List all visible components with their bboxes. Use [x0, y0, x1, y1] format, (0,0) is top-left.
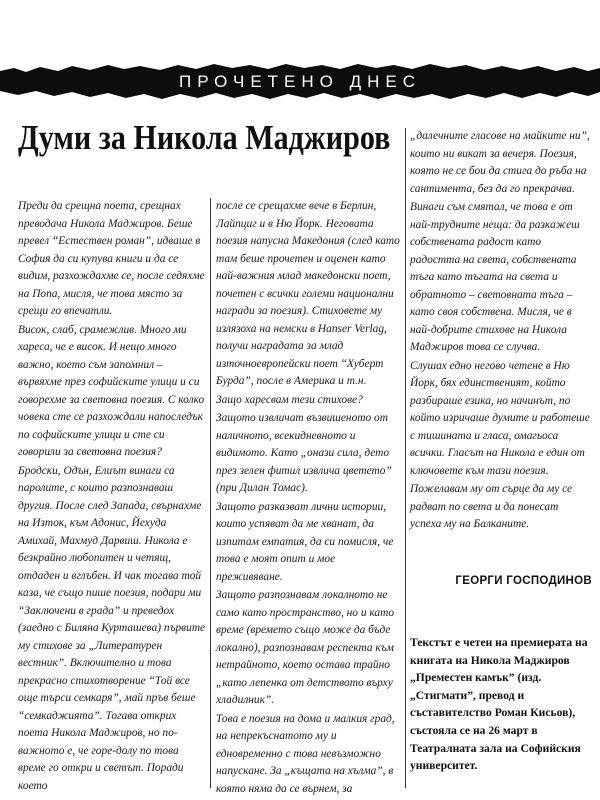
paragraph: „далечните гласове на майките ни”, които ни викат за вечеря. Поезия, която не се бои да стига до ръба на сантимента, без да го прекрачва. — [410, 130, 590, 195]
article-headline: Думи за Никола Маджиров — [18, 118, 391, 157]
section-banner — [0, 62, 600, 102]
article-column-1 — [18, 198, 208, 796]
paragraph: Висок, слаб, срамежлив. Много ми хареса, че е висок. И нещо много важно, което съм запомнил – вървяхме през софийските улици и си говорехме за световна поезия. С колко човека сте се разхождали напоследък по софийските улици и сте си говорили за световна поезия? — [18, 323, 205, 458]
paragraph: Защото разказват лични истории, които успяват да ме хванат, да изпитам емпатия, да си помисля, че това е моят опит и мое преживяване. — [216, 500, 394, 583]
paragraph: Това е поезия на дома и малкия град, на непрекъснатото му и едновременно с това невъзможно напускане. За „къщата на хълма”, в която няма да се върнем, за — [216, 712, 395, 795]
article-column-3 — [410, 128, 592, 535]
section-label: ПРОЧЕТЕНО ДНЕС — [178, 72, 422, 91]
paragraph: Слушах едно негово четене в Ню Йорк, бях единственият, който разбираше езика, но начинът, по който изричаше думите и работеше с тишината и гласа, омагьоса всички. Гласът на Никола е един от ключовете към тази поезия. — [410, 359, 590, 477]
article-column-2 — [216, 198, 402, 799]
paragraph: Защо харесвам тези стихове? — [216, 393, 363, 406]
article-footnote: Текстът е четен на премиерата на книгата на Никола Маджиров „Преместен камък” (изд. „Стигмати”, превод и съставителство Роман Кисьов), състояла се на 26 март в Театралната зала на Софийския университет. — [410, 636, 588, 773]
paragraph: Бродски, Одън, Елиът винаги са паролите, с които разпознаваш другия. После след Запада, свърнахме на Изток, към Адонис, Йехуда Амихай, Махмуд Дарвиш. Никола е безкрайно любопитен и четящ, отдаден и вглъбен. И чак тогава той каза, че също пише поезия, подари ми “Заключени в града” и преведох (заедно с Биляна Курташева) първите му стихове за „Литературен вестник”. Включително и това прекрасно стихотворение “Той все още търси семкаря”, май пръв беше “семкаджията”. Тогава открих поета Никола Маджиров, но по-важното е, че горе-долу по това време го откри и светът. Поради което — [18, 464, 206, 792]
paragraph: Защото разпознавам локалното не само като пространство, но и като време (времето също може да бъде локално), разпознавам респекта към нетрайното, което остава трайно „като лепенка от детството върху хладилник”. — [216, 589, 395, 706]
paragraph: Пожелавам му от сърце да му се радват по света и да понесат успеха му на Балканите. — [410, 483, 573, 530]
column-divider — [405, 128, 406, 788]
paragraph: Защото извличат възвишеното от наличното, всекидневното и видимото. Като „онази сила, дето през зелен фитил извлича цветето” (при Дилан Томас). — [216, 412, 392, 494]
paragraph: Преди да срещна поета, срещнах преводача Никола Маджиров. Беше превел “Естествен роман”, идваше в София да си купува книги и да се видим, разхождахме се, после седяхме на Попа, мисля, че това място за срещи го впечатли. — [18, 200, 205, 317]
paragraph: Винаги съм смятал, че това е от най-трудните неща: да разкажеш собствената радост като радостта на света, собствената тъга като тъгата на света и обратното – световната тъга – като своя собствена. Мисля, че в най-добрите стихове на Никола Маджиров това се случва. — [410, 201, 580, 353]
author-signature: ГЕОРГИ ГОСПОДИНОВ — [455, 575, 592, 587]
column-divider — [210, 198, 211, 788]
paragraph: после се срещахме вече в Берлин, Лайпциг и в Ню Йорк. Неговата поезия напусна Македония (след като там беше прочетен и оценен като най-важния млад македонски поет, почетен с всички големи национални награди за поезия). Стиховете му излязоха на немски в Hanser Verlag, получи наградата за млад източноевропейски поет “Хуберт Бурда”, после в Америка и т.н. — [216, 200, 400, 387]
